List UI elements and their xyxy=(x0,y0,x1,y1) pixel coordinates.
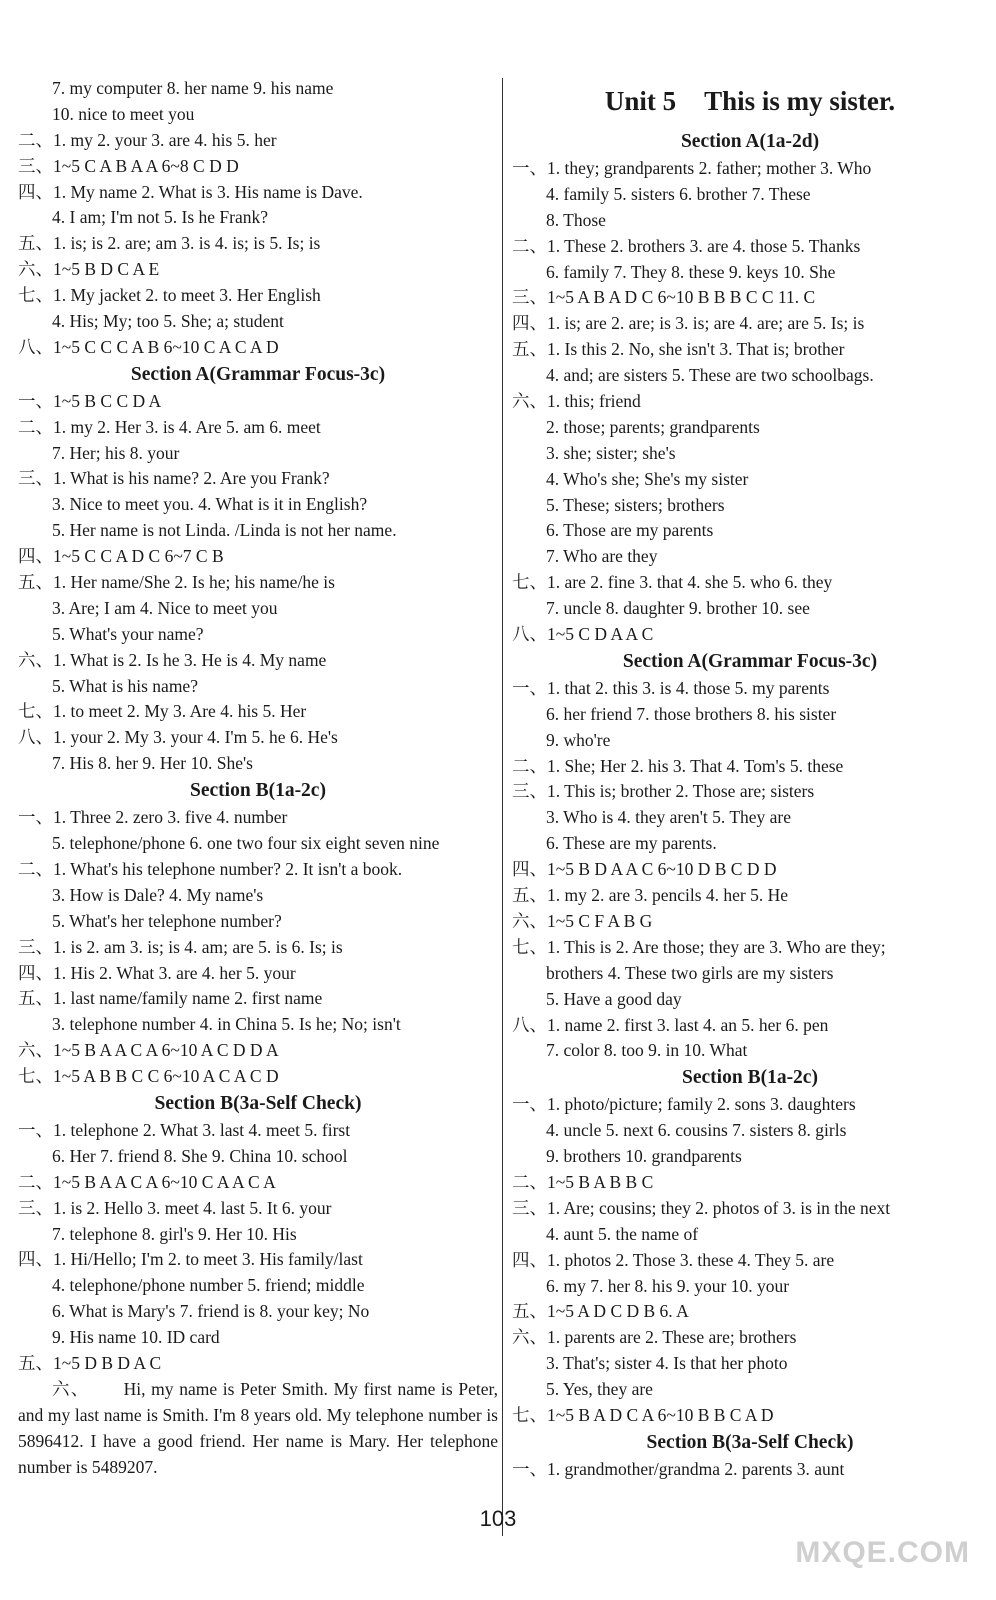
answer-text: 1. parents are 2. These are; brothers xyxy=(547,1327,797,1348)
answer-text: 1. Are; cousins; they 2. photos of 3. is in the next xyxy=(547,1197,891,1218)
answer-line: 3. telephone number 4. in China 5. Is he; No; isn't xyxy=(52,1014,401,1035)
question-number: 五、 xyxy=(512,885,547,906)
question-number: 二、 xyxy=(512,235,547,256)
answer-line: 4. His; My; too 5. She; a; student xyxy=(52,311,284,332)
question-number: 三、 xyxy=(512,1197,547,1218)
question-number: 二、 xyxy=(18,129,53,150)
answer-line: 4. I am; I'm not 5. Is he Frank? xyxy=(52,207,269,228)
composition-number: 六、 xyxy=(52,1378,90,1399)
answer-line xyxy=(512,311,988,337)
composition-paragraph xyxy=(18,1377,498,1481)
answer-line xyxy=(18,1247,498,1273)
section-heading: Section B(1a-2c) xyxy=(190,780,326,802)
question-number: 八、 xyxy=(512,624,547,645)
answer-line xyxy=(18,154,498,180)
answer-text: 1. is; are 2. are; is 3. is; are 4. are; are 5. Is; is xyxy=(547,313,865,334)
question-number: 六、 xyxy=(18,259,53,280)
answer-text: 1. What is 2. Is he 3. He is 4. My name xyxy=(53,649,327,670)
answer-line xyxy=(18,1351,498,1377)
answer-line: 7. Her; his 8. your xyxy=(52,442,180,463)
answer-text: 1~5 B A A C A 6~10 A C D D A xyxy=(53,1040,279,1061)
answer-text: 1~5 D B D A C xyxy=(53,1352,162,1373)
question-number: 六、 xyxy=(512,910,547,931)
question-number: 三、 xyxy=(512,287,547,308)
question-number: 五、 xyxy=(18,1352,53,1373)
question-number: 七、 xyxy=(512,936,547,957)
answer-line: 6. her friend 7. those brothers 8. his sister xyxy=(546,703,837,724)
answer-line: 5. What's her telephone number? xyxy=(52,910,282,931)
answer-text: 1. name 2. first 3. last 4. an 5. her 6. pen xyxy=(547,1014,829,1035)
answer-line xyxy=(512,1403,988,1429)
question-number: 二、 xyxy=(18,858,53,879)
question-number: 六、 xyxy=(18,649,53,670)
question-number: 四、 xyxy=(18,962,53,983)
answer-line: 9. brothers 10. grandparents xyxy=(546,1146,742,1167)
left-column xyxy=(18,76,498,1480)
answer-line xyxy=(512,1299,988,1325)
question-number: 三、 xyxy=(18,155,53,176)
answer-text: 1. Is this 2. No, she isn't 3. That is; brother xyxy=(547,339,845,360)
question-number: 三、 xyxy=(18,936,53,957)
question-number: 七、 xyxy=(18,285,53,306)
question-number: 六、 xyxy=(512,1327,547,1348)
unit-name: This is my sister. xyxy=(704,86,896,116)
answer-line xyxy=(512,285,988,311)
answer-line xyxy=(512,234,988,260)
question-number: 八、 xyxy=(512,1014,547,1035)
answer-text: 1~5 B D C A E xyxy=(53,259,160,280)
answer-line: 7. my computer 8. her name 9. his name xyxy=(52,78,334,98)
answer-line xyxy=(512,1457,988,1483)
answer-line xyxy=(512,1196,988,1222)
question-number: 二、 xyxy=(512,1171,547,1192)
answer-line xyxy=(512,337,988,363)
answer-text: 1. What is his name? 2. Are you Frank? xyxy=(53,468,330,489)
answer-line xyxy=(18,231,498,257)
answer-line: 6. family 7. They 8. these 9. keys 10. She xyxy=(546,261,836,282)
unit-number: Unit 5 xyxy=(604,86,677,116)
answer-line xyxy=(512,935,988,961)
answer-line xyxy=(18,986,498,1012)
answer-line: 3. That's; sister 4. Is that her photo xyxy=(546,1353,788,1374)
right-answer-lines xyxy=(512,128,988,1483)
left-answer-lines xyxy=(18,76,498,1377)
question-number: 一、 xyxy=(18,1119,53,1140)
question-number: 五、 xyxy=(18,988,53,1009)
question-number: 三、 xyxy=(18,1197,53,1218)
answer-line xyxy=(18,1038,498,1064)
answer-line xyxy=(512,754,988,780)
answer-text: 1. your 2. My 3. your 4. I'm 5. he 6. He's xyxy=(53,727,338,748)
answer-line: 8. Those xyxy=(546,209,606,230)
question-number: 二、 xyxy=(18,1171,53,1192)
answer-line: 5. What's your name? xyxy=(52,623,204,644)
answer-text: 1. Her name/She 2. Is he; his name/he is xyxy=(53,572,335,593)
answer-line: 7. color 8. too 9. in 10. What xyxy=(546,1040,748,1061)
question-number: 七、 xyxy=(18,701,53,722)
answer-line: 6. Her 7. friend 8. She 9. China 10. school xyxy=(52,1145,348,1166)
answer-line: 9. His name 10. ID card xyxy=(52,1327,220,1348)
answer-line xyxy=(18,1064,498,1090)
answer-line: 7. telephone 8. girl's 9. Her 10. His xyxy=(52,1223,297,1244)
composition-text: Hi, my name is Peter Smith. My first name is Peter, and my last name is Smith. I'm 8 years old. My telephone number is 5896412. I have a good friend. Her name is Mary. Her telephone number is 5489207. xyxy=(18,1378,498,1477)
answer-text: 1~5 C A B A A 6~8 C D D xyxy=(53,155,239,176)
answer-line: 5. What is his name? xyxy=(52,675,198,696)
question-number: 三、 xyxy=(18,468,53,489)
answer-text: 1. is 2. am 3. is; is 4. am; are 5. is 6. Is; is xyxy=(53,936,343,957)
question-number: 五、 xyxy=(18,233,53,254)
question-number: 四、 xyxy=(18,1249,53,1270)
answer-line xyxy=(18,335,498,361)
answer-text: 1. These 2. brothers 3. are 4. those 5. Thanks xyxy=(547,235,861,256)
question-number: 一、 xyxy=(18,390,53,411)
question-number: 四、 xyxy=(18,181,53,202)
answer-line: 4. uncle 5. next 6. cousins 7. sisters 8. girls xyxy=(546,1120,847,1141)
answer-line xyxy=(18,283,498,309)
page-number: 103 xyxy=(479,1506,517,1531)
answer-line xyxy=(18,128,498,154)
answer-line: 3. she; sister; she's xyxy=(546,442,676,463)
answer-text: 1. that 2. this 3. is 4. those 5. my parents xyxy=(547,677,830,698)
answer-line xyxy=(512,1170,988,1196)
answer-text: 1~5 A B B C C 6~10 A C A C D xyxy=(53,1066,279,1087)
answer-text: 1. This is; brother 2. Those are; sisters xyxy=(547,781,815,802)
answer-line xyxy=(512,1248,988,1274)
answer-line: brothers 4. These two girls are my sisters xyxy=(546,962,834,983)
question-number: 六、 xyxy=(512,391,547,412)
answer-line: 5. These; sisters; brothers xyxy=(546,494,725,515)
answer-line xyxy=(512,156,988,182)
section-heading: Section B(3a-Self Check) xyxy=(154,1092,362,1114)
answer-line: 6. Those are my parents xyxy=(546,520,714,541)
answer-line xyxy=(18,725,498,751)
answer-text: 1~5 B C C D A xyxy=(53,390,162,411)
answer-text: 1. is; is 2. are; am 3. is 4. is; is 5. Is; is xyxy=(53,233,321,254)
answer-line: 3. Who is 4. they aren't 5. They are xyxy=(546,807,792,828)
answer-text: 1. His 2. What 3. are 4. her 5. your xyxy=(53,962,296,983)
answer-text: 1~5 C F A B G xyxy=(547,910,653,931)
answer-text: 1~5 C C C A B 6~10 C A C A D xyxy=(53,336,279,357)
question-number: 四、 xyxy=(512,1249,547,1270)
answer-line xyxy=(512,779,988,805)
answer-line: 5. Yes, they are xyxy=(546,1379,653,1400)
answer-line: 9. who're xyxy=(546,729,611,750)
answer-line xyxy=(18,699,498,725)
question-number: 五、 xyxy=(512,1301,547,1322)
answer-text: 1. Hi/Hello; I'm 2. to meet 3. His family/last xyxy=(53,1249,363,1270)
answer-line: 4. and; are sisters 5. These are two schoolbags. xyxy=(546,365,874,386)
question-number: 七、 xyxy=(512,1404,547,1425)
answer-text: 1~5 A D C D B 6. A xyxy=(547,1301,689,1322)
answer-line: 6. What is Mary's 7. friend is 8. your key; No xyxy=(52,1301,370,1322)
answer-text: 1. photos 2. Those 3. these 4. They 5. are xyxy=(547,1249,835,1270)
answer-line: 5. Have a good day xyxy=(546,988,682,1009)
answer-line: 2. those; parents; grandparents xyxy=(546,416,760,437)
answer-text: 1~5 B A A C A 6~10 C A A C A xyxy=(53,1171,276,1192)
answer-line xyxy=(512,1013,988,1039)
answer-text: 1. My jacket 2. to meet 3. Her English xyxy=(53,285,321,306)
answer-line xyxy=(18,544,498,570)
question-number: 一、 xyxy=(512,677,547,698)
answer-line xyxy=(512,883,988,909)
answer-line xyxy=(18,935,498,961)
answer-line xyxy=(18,415,498,441)
answer-text: 1. are 2. fine 3. that 4. she 5. who 6. they xyxy=(547,572,833,593)
question-number: 八、 xyxy=(18,727,53,748)
question-number: 七、 xyxy=(18,1066,53,1087)
answer-text: 1. She; Her 2. his 3. That 4. Tom's 5. these xyxy=(547,755,844,776)
answer-text: 1. my 2. your 3. are 4. his 5. her xyxy=(53,129,277,150)
right-column xyxy=(512,76,988,1483)
answer-text: 1~5 C D A A C xyxy=(547,624,654,645)
question-number: 二、 xyxy=(18,416,53,437)
answer-line xyxy=(18,648,498,674)
answer-line: 4. telephone/phone number 5. friend; middle xyxy=(52,1275,365,1296)
question-number: 一、 xyxy=(18,807,53,828)
answer-text: 1. Three 2. zero 3. five 4. number xyxy=(53,807,288,828)
watermark-logo: MXQE.COM xyxy=(795,1536,970,1569)
section-heading: Section A(1a-2d) xyxy=(680,131,820,152)
answer-text: 1~5 B D A A C 6~10 D B C D D xyxy=(547,859,777,880)
answer-line xyxy=(512,1325,988,1351)
answer-line: 7. Who are they xyxy=(546,546,658,567)
section-heading: Section A(Grammar Focus-3c) xyxy=(622,650,878,672)
answer-line xyxy=(512,622,988,648)
answer-text: 1. they; grandparents 2. father; mother 3. Who xyxy=(547,158,872,178)
answer-line: 3. Nice to meet you. 4. What is it in English? xyxy=(52,494,368,515)
answer-line xyxy=(18,857,498,883)
column-divider xyxy=(502,78,503,1536)
answer-text: 1~5 B A B B C xyxy=(547,1171,654,1192)
answer-line: 5. Her name is not Linda. /Linda is not her name. xyxy=(52,520,397,541)
question-number: 六、 xyxy=(18,1040,53,1061)
answer-line xyxy=(18,805,498,831)
question-number: 四、 xyxy=(512,859,547,880)
question-number: 一、 xyxy=(512,158,547,178)
answer-line: 7. uncle 8. daughter 9. brother 10. see xyxy=(546,598,810,619)
answer-line xyxy=(512,570,988,596)
answer-text: 1. My name 2. What is 3. His name is Dave. xyxy=(53,181,363,202)
answer-text: 1. to meet 2. My 3. Are 4. his 5. Her xyxy=(53,701,307,722)
answer-line xyxy=(18,1118,498,1144)
answer-line: 10. nice to meet you xyxy=(52,103,195,124)
answer-text: 1. telephone 2. What 3. last 4. meet 5. first xyxy=(53,1119,351,1140)
answer-line xyxy=(512,909,988,935)
answer-line xyxy=(18,389,498,415)
answer-text: 1. is 2. Hello 3. meet 4. last 5. It 6. your xyxy=(53,1197,332,1218)
answer-line xyxy=(18,1196,498,1222)
answer-text: 1. What's his telephone number? 2. It isn't a book. xyxy=(53,858,403,879)
answer-line: 5. telephone/phone 6. one two four six eight seven nine xyxy=(52,833,440,854)
answer-text: 1~5 C C A D C 6~7 C B xyxy=(53,546,224,567)
answer-line xyxy=(18,961,498,987)
answer-text: 1. photo/picture; family 2. sons 3. daughters xyxy=(547,1094,856,1115)
answer-text: 1. grandmother/grandma 2. parents 3. aunt xyxy=(547,1458,845,1479)
section-heading: Section B(3a-Self Check) xyxy=(646,1431,854,1453)
answer-line: 4. family 5. sisters 6. brother 7. These xyxy=(546,183,811,204)
answer-text: 1. my 2. Her 3. is 4. Are 5. am 6. meet xyxy=(53,416,321,437)
answer-line xyxy=(512,1092,988,1118)
question-number: 五、 xyxy=(512,339,547,360)
answer-line: 6. These are my parents. xyxy=(546,833,717,854)
answer-line: 6. my 7. her 8. his 9. your 10. your xyxy=(546,1275,790,1296)
question-number: 八、 xyxy=(18,336,53,357)
question-number: 一、 xyxy=(512,1094,547,1115)
section-heading: Section A(Grammar Focus-3c) xyxy=(130,363,386,385)
answer-line xyxy=(18,257,498,283)
answer-line: 7. His 8. her 9. Her 10. She's xyxy=(52,753,253,774)
question-number: 五、 xyxy=(18,572,53,593)
question-number: 三、 xyxy=(512,781,547,802)
answer-text: 1. This is 2. Are those; they are 3. Who are they; xyxy=(547,936,886,957)
answer-line xyxy=(18,180,498,206)
answer-line: 3. Are; I am 4. Nice to meet you xyxy=(52,597,278,618)
unit-title xyxy=(512,76,988,126)
answer-line xyxy=(18,466,498,492)
answer-line: 3. How is Dale? 4. My name's xyxy=(52,884,264,905)
answer-line: 4. Who's she; She's my sister xyxy=(546,468,749,489)
question-number: 四、 xyxy=(512,313,547,334)
question-number: 二、 xyxy=(512,755,547,776)
question-number: 四、 xyxy=(18,546,53,567)
section-heading: Section B(1a-2c) xyxy=(682,1067,818,1089)
question-number: 一、 xyxy=(512,1458,547,1479)
answer-line: 4. aunt 5. the name of xyxy=(546,1223,699,1244)
answer-line xyxy=(18,1170,498,1196)
answer-line xyxy=(512,857,988,883)
answer-line xyxy=(18,570,498,596)
answer-line xyxy=(512,389,988,415)
question-number: 七、 xyxy=(512,572,547,593)
answer-text: 1. my 2. are 3. pencils 4. her 5. He xyxy=(547,885,789,906)
answer-text: 1. last name/family name 2. first name xyxy=(53,988,323,1009)
answer-text: 1. this; friend xyxy=(547,391,641,412)
answer-text: 1~5 A B A D C 6~10 B B B C C 11. C xyxy=(547,287,816,308)
answer-line xyxy=(512,676,988,702)
answer-text: 1~5 B A D C A 6~10 B B C A D xyxy=(547,1404,774,1425)
